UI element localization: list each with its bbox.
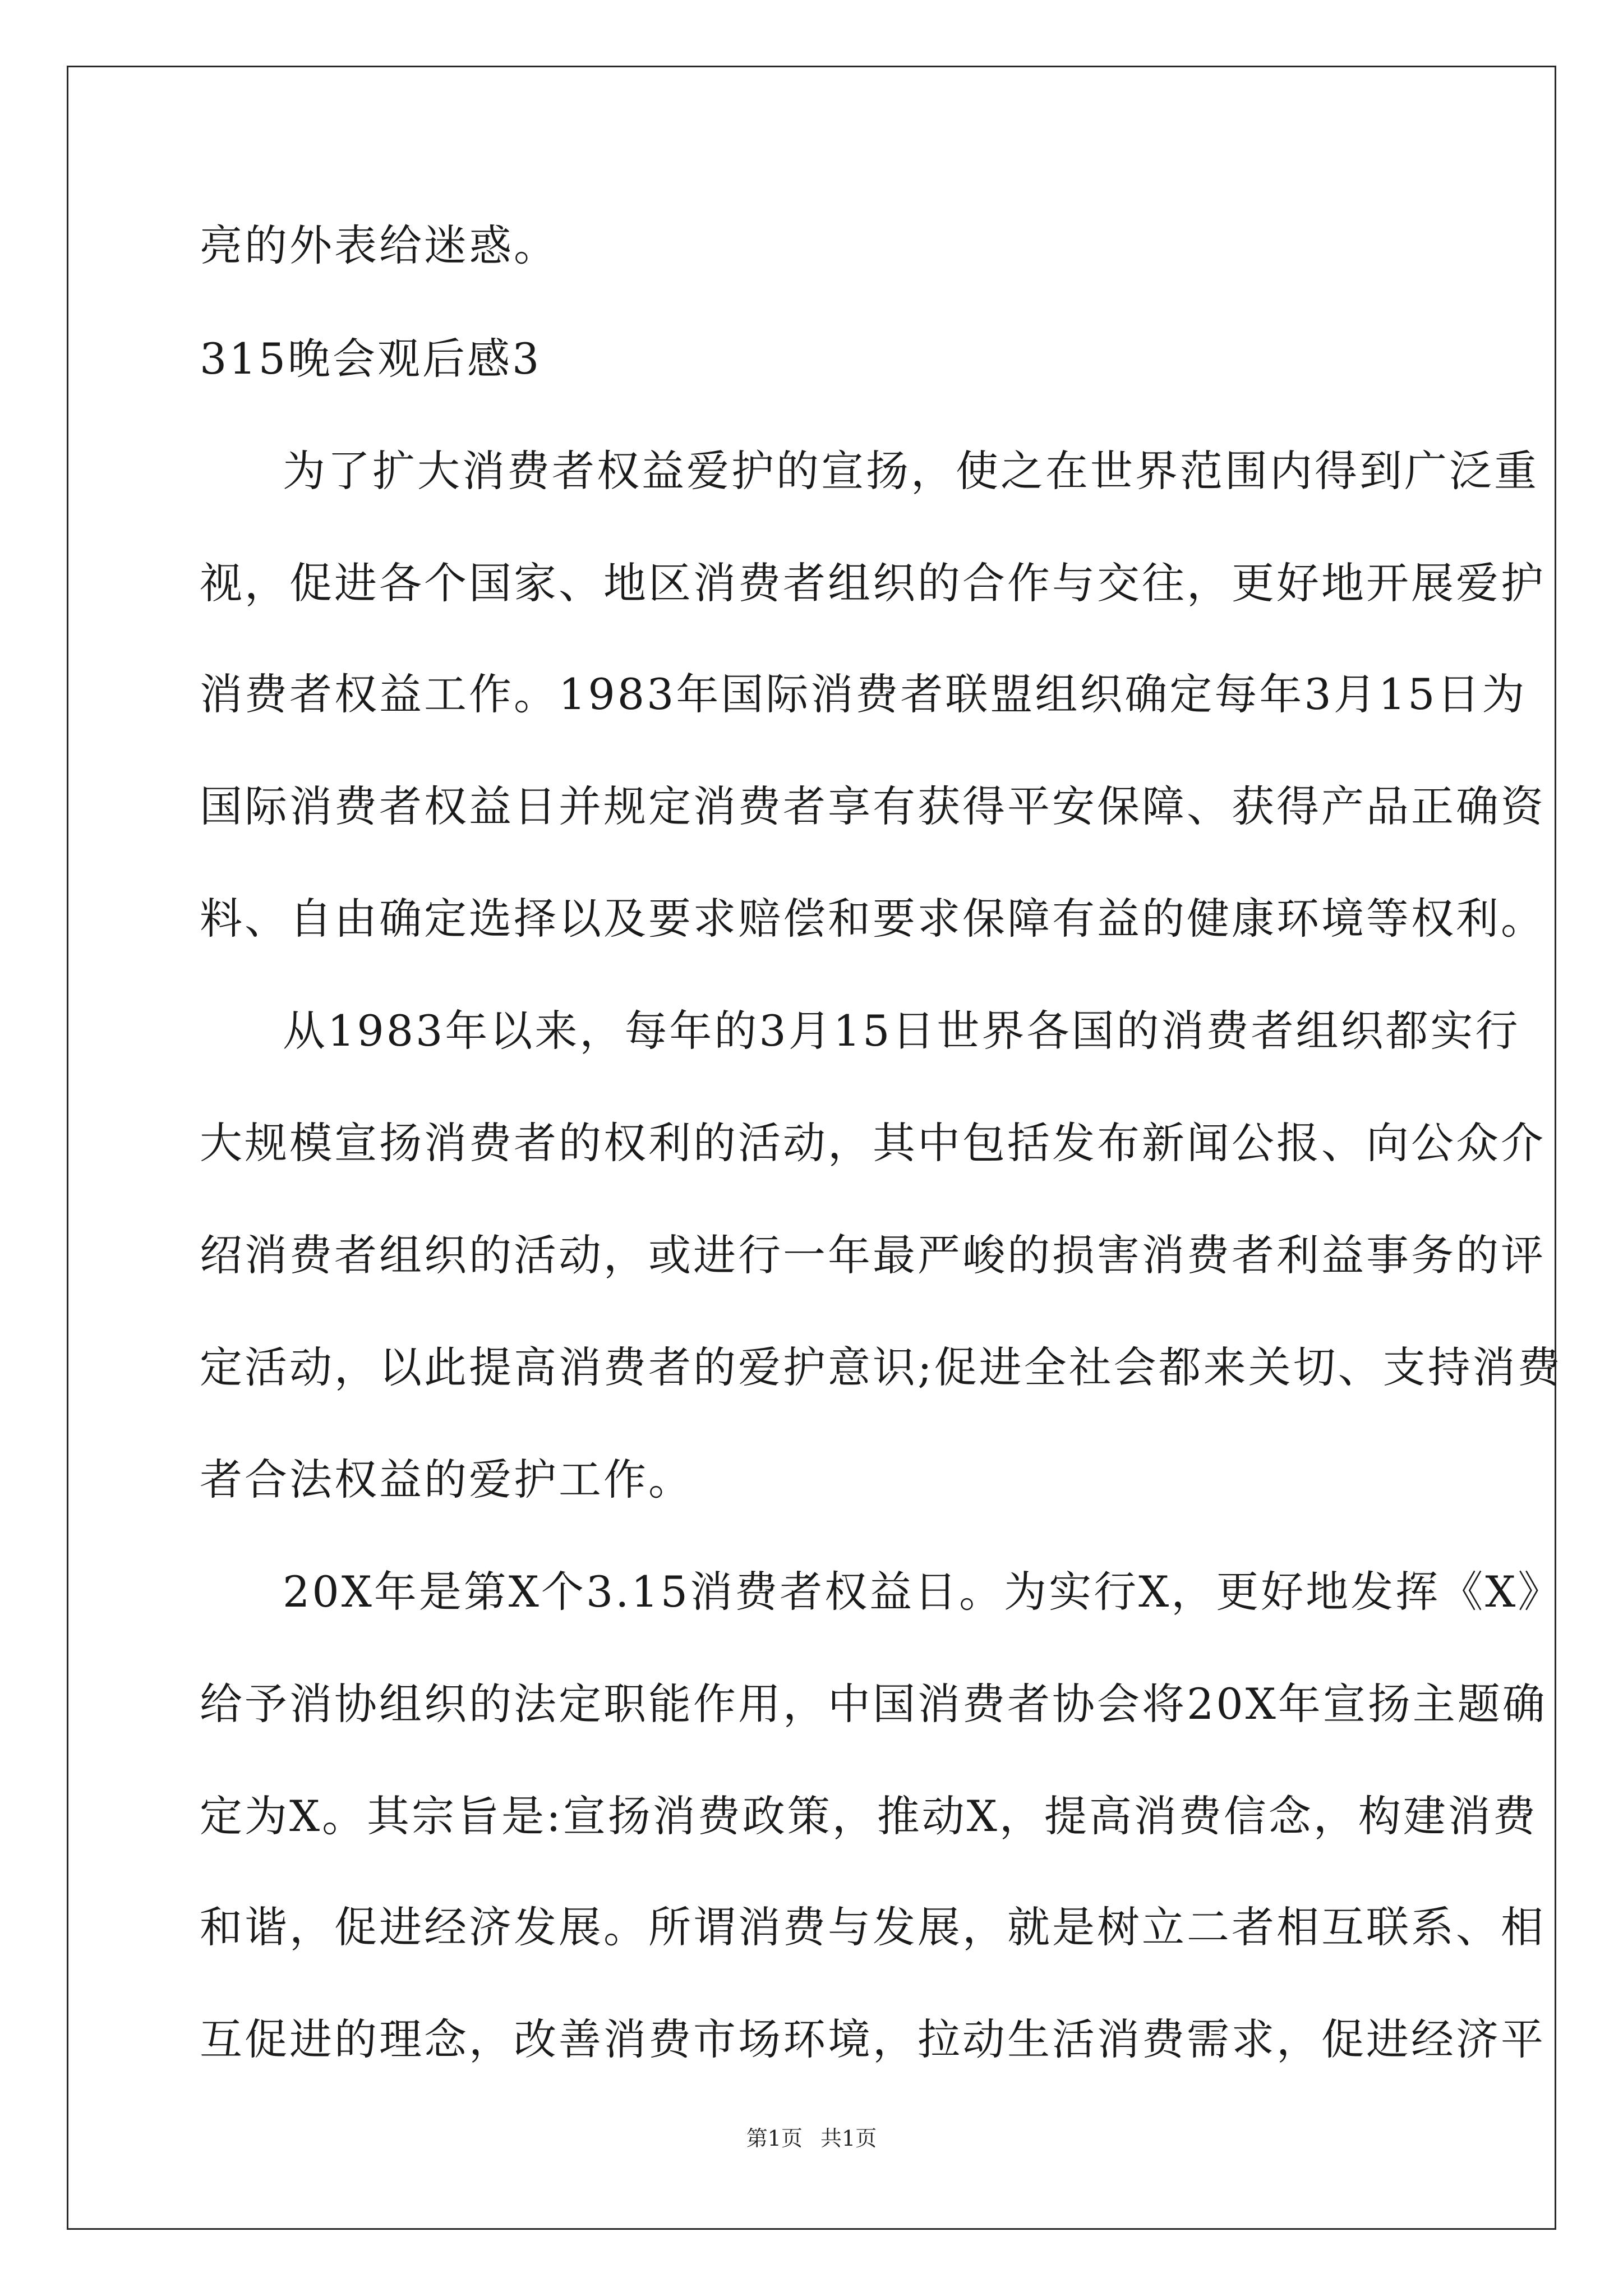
text-line: 大规模宣扬消费者的权利的活动，其中包括发布新闻公报、向公众介 (200, 1118, 1546, 1168)
section-heading: 315晚会观后感3 (200, 334, 542, 384)
text-line: 为了扩大消费者权益爱护的宣扬，使之在世界范围内得到广泛重 (283, 446, 1539, 496)
page-number: 第1页 (746, 2126, 803, 2151)
text-line: 定活动，以此提高消费者的爱护意识;促进全社会都来关切、支持消费 (200, 1342, 1562, 1392)
text-line: 亮的外表给迷惑。 (200, 220, 559, 270)
page-footer (0, 2121, 1623, 2152)
text-line: 国际消费者权益日并规定消费者享有获得平安保障、获得产品正确资 (200, 781, 1546, 831)
text-line: 定为X。其宗旨是:宣扬消费政策，推动X，提高消费信念，构建消费 (200, 1791, 1538, 1841)
text-line: 20X年是第X个3.15消费者权益日。为实行X，更好地发挥《X》 (283, 1567, 1563, 1617)
text-line: 料、自由确定选择以及要求赔偿和要求保障有益的健康环境等权利。 (200, 894, 1546, 944)
text-line: 消费者权益工作。1983年国际消费者联盟组织确定每年3月15日为 (200, 669, 1527, 719)
page-total: 共1页 (820, 2126, 877, 2151)
text-line: 从1983年以来，每年的3月15日世界各国的消费者组织都实行 (283, 1006, 1520, 1056)
text-line: 和谐，促进经济发展。所谓消费与发展，就是树立二者相互联系、相 (200, 1902, 1546, 1952)
text-line: 互促进的理念，改善消费市场环境，拉动生活消费需求，促进经济平 (200, 2014, 1546, 2064)
text-line: 给予消协组织的法定职能作用，中国消费者协会将20X年宣扬主题确 (200, 1679, 1547, 1729)
text-line: 视，促进各个国家、地区消费者组织的合作与交往，更好地开展爱护 (200, 558, 1546, 608)
text-line: 绍消费者组织的活动，或进行一年最严峻的损害消费者利益事务的评 (200, 1230, 1546, 1280)
text-line: 者合法权益的爱护工作。 (200, 1455, 693, 1504)
